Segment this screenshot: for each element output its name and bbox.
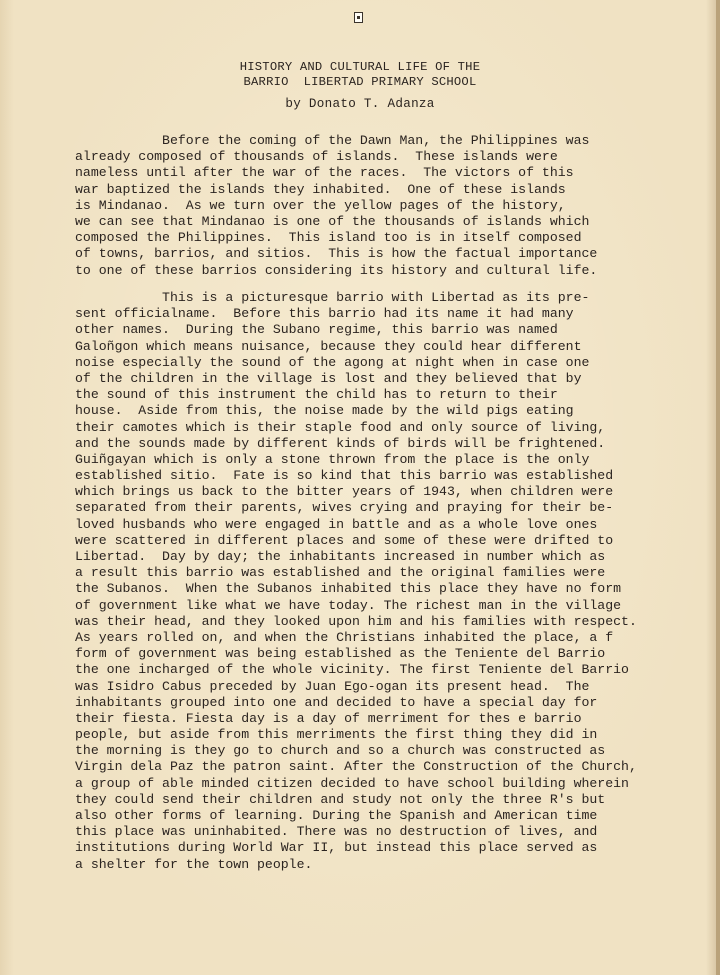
text-line: established sitio. Fate is so kind that this barrio was established (75, 468, 614, 484)
text-line: As years rolled on, and when the Christians inhabited the place, a f (75, 629, 614, 645)
text-line: composed the Philippines. This island too is in itself composed (75, 230, 582, 246)
title-line-1: HISTORY AND CULTURAL LIFE OF THE (239, 60, 481, 74)
text-line: inhabitants grouped into one and decided to have a special day for (75, 694, 598, 710)
paragraph-1 (75, 133, 695, 279)
text-line: they could send their children and study not only the three R's but (75, 791, 606, 807)
text-line: form of government was being established as the Teniente del Barrio (75, 646, 606, 662)
text-line: loved husbands who were engaged in battle and as a whole love ones (75, 516, 598, 532)
text-line: war baptized the islands they inhabited. One of these islands (75, 181, 566, 197)
text-line: Libertad. Day by day; the inhabitants increased in number which as (75, 549, 606, 564)
text-line: a shelter for the town people. (75, 856, 313, 872)
document-title (0, 60, 720, 90)
text-line: were scattered in different places and some of these were drifted to (75, 532, 614, 548)
text-line: to one of these barrios considering its history and cultural life. (75, 262, 598, 278)
text-line: Guiñgayan which is only a stone thrown from the place is the only (75, 451, 590, 467)
text-line: their camotes which is their staple food and only source of living, (75, 419, 606, 435)
text-line: Virgin dela Paz the patron saint. After the Construction of the Church, (75, 759, 637, 775)
paragraph-2 (75, 290, 695, 873)
binding-hole-icon (354, 12, 363, 23)
text-line: which brings us back to the bitter years of 1943, when children were (75, 484, 614, 500)
text-line: Before the coming of the Dawn Man, the Philippines was (75, 133, 590, 148)
text-line: was their head, and they looked upon him and his families with respect. (75, 613, 637, 629)
text-line: a group of able minded citizen decided to have school building wherein (75, 775, 629, 791)
text-line: also other forms of learning. During the Spanish and American time (75, 808, 598, 823)
text-line: nameless until after the war of the races. The victors of this (75, 165, 574, 181)
text-line: the Subanos. When the Subanos inhabited this place they have no form (75, 581, 622, 597)
text-line: Galoñgon which means nuisance, because they could hear different (75, 338, 582, 354)
text-line: sent officialname. Before this barrio had its name it had many (75, 306, 574, 322)
text-line: This is a picturesque barrio with Libertad as its pre- (75, 290, 590, 305)
text-line: people, but aside from this merriments the first thing they did in (75, 727, 598, 743)
text-line: the one incharged of the whole vicinity. The first Teniente del Barrio (75, 662, 629, 678)
page-edge (716, 0, 720, 975)
text-line: we can see that Mindanao is one of the thousands of islands which (75, 213, 590, 229)
text-line: of the children in the village is lost and they believed that by (75, 370, 582, 386)
text-line: and the sounds made by different kinds of birds will be frightened. (75, 435, 606, 451)
author-byline: by Donato T. Adanza (285, 97, 435, 111)
text-line: already composed of thousands of islands. These islands were (75, 149, 558, 165)
text-line: the morning is they go to church and so a church was constructed as (75, 743, 606, 759)
text-line: house. Aside from this, the noise made by the wild pigs eating (75, 403, 574, 419)
text-line: was Isidro Cabus preceded by Juan Ego-ogan its present head. The (75, 678, 590, 694)
text-line: this place was uninhabited. There was no destruction of lives, and (75, 824, 598, 840)
title-line-2: BARRIO LIBERTAD PRIMARY SCHOOL (243, 75, 477, 89)
text-line: a result this barrio was established and the original families were (75, 565, 606, 581)
text-line: noise especially the sound of the agong at night when in case one (75, 354, 590, 370)
text-line: the sound of this instrument the child has to return to their (75, 387, 558, 403)
text-line: their fiesta. Fiesta day is a day of merriment for thes e barrio (75, 710, 582, 726)
text-line: of towns, barrios, and sitios. This is how the factual importance (75, 246, 598, 262)
text-line: institutions during World War II, but instead this place served as (75, 840, 598, 856)
text-line: separated from their parents, wives crying and praying for their be- (75, 500, 614, 516)
text-line: of government like what we have today. The richest man in the village (75, 597, 622, 613)
text-line: other names. During the Subano regime, this barrio was named (75, 322, 558, 338)
text-line: is Mindanao. As we turn over the yellow pages of the history, (75, 197, 566, 213)
